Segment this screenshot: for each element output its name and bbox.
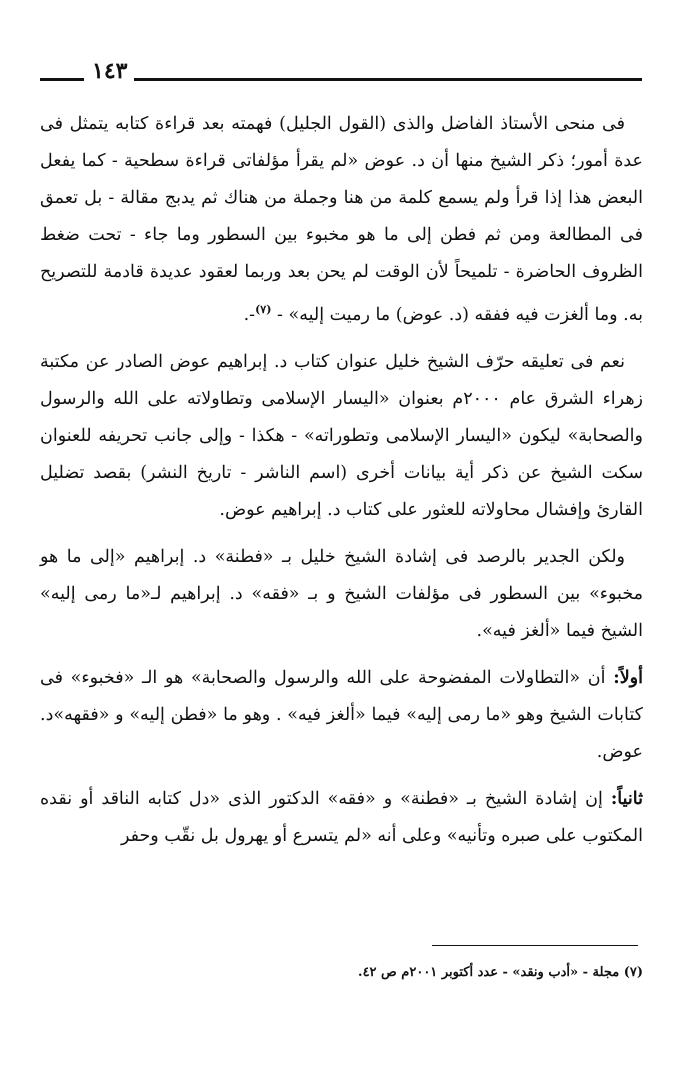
paragraph-text: نعم فى تعليقه حرّف الشيخ خليل عنوان كتاب د. إبراهيم عوض الصادر عن مكتبة زهراء الشرق عام ٢٠٠٠م بعنوان «اليسار الإسلامى وتطاولاته على الله والرسول والصحابة» ليكون «اليسار الإسلامى وتطوراته» - هكذا - وإلى جانب تحريفه للعنوان سكت الشيخ عن ذكر أية بيانات أخرى (اسم الناشر - تاريخ النشر) بقصد تضليل القارئ وإفشال محاولاته للعثور على كتاب د. إبراهيم عوض.: [40, 351, 643, 520]
footnote: (٧) مجلة - «أدب ونقد» - عدد أكتوبر ٢٠٠١م ص ٤٢.: [358, 965, 643, 980]
paragraph-lead: ثانياً:: [610, 788, 643, 809]
page-number: ١٤٣: [92, 58, 128, 84]
paragraph: [40, 539, 643, 650]
header-rule-short: [40, 78, 84, 81]
footnote-divider: [432, 945, 638, 946]
paragraph-text: إن إشادة الشيخ بـ «فطنة» و «فقه» الدكتور الذى «دل كتابه الناقد أو نقده المكتوب على صبره وتأنيه» وعلى أنه «لم يتسرع أو يهرول بل نقّب وحفر: [40, 788, 643, 846]
footnote-reference: (٧): [255, 303, 272, 316]
paragraph-lead: أولاً:: [613, 667, 643, 688]
page-header: [40, 58, 642, 88]
paragraph-text: أن «التطاولات المفضوحة على الله والرسول والصحابة» هو الـ «فخبوء» فى كتابات الشيخ وهو «ما رمى إليه» فيما «ألغز فيه» . وهو ما «فطن إليه» و «فقهه»د. عوض.: [40, 667, 643, 762]
paragraph-text: ولكن الجدير بالرصد فى إشادة الشيخ خليل بـ «فطنة» د. إبراهيم «إلى ما هو مخبوء» بين السطور فى مؤلفات الشيخ و بـ «فقه» د. إبراهيم لـ«ما رمى إليه» الشيخ فيما «ألغز فيه».: [40, 546, 643, 641]
paragraph: [40, 660, 643, 771]
header-rule-long: [134, 78, 642, 81]
paragraph: [40, 106, 643, 334]
paragraph-text: فى منحى الأستاذ الفاضل والذى (القول الجليل) فهمته بعد قراءة كتابه يتمثل فى عدة أمور؛ ذكر الشيخ منها أن د. عوض «لم يقرأ مؤلفاتى قراءة سطحية - كما يفعل البعض هذا إذا قرأ ولم يسمع كلمة من هنا وجملة من هناك ثم يدبج مقالة - بل تعمق فى المطالعة ومن ثم فطن إلى ما هو مخبوء بين السطور وما جاء - تحت ضغط الظروف الحاضرة - تلميحاً لأن الوقت لم يحن بعد وربما لعقود عديدة قادمة للتصريح به. وما ألغزت فيه ففقه (د. عوض) ما رميت إليه» -: [40, 114, 643, 325]
paragraph-tail: -.: [243, 304, 256, 325]
page-body: [40, 106, 643, 865]
paragraph: [40, 781, 643, 855]
paragraph: [40, 344, 643, 529]
